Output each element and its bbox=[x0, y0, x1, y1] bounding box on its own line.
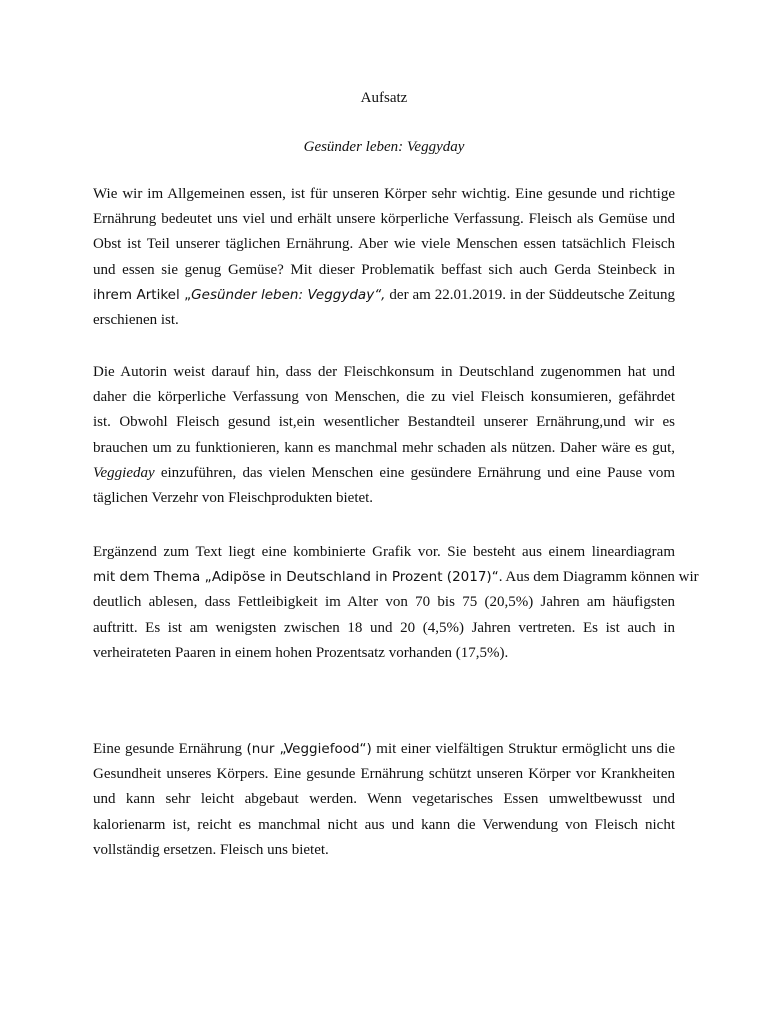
paragraph-line: Ernährung bedeutet uns viel und erhält unsere körperliche Verfassung. Fleisch als Gemüse und bbox=[93, 211, 675, 228]
paragraph-line bbox=[93, 737, 675, 762]
chart-title-reference: „Adipöse in Deutschland in Prozent (2017)“ bbox=[204, 569, 499, 586]
paragraph-line-rest: . Aus dem Diagramm können wir bbox=[498, 569, 699, 586]
paragraph-line-rest: einzuführen, das vielen Menschen eine gesündere Ernährung und eine Pause vom bbox=[154, 464, 675, 481]
paragraph-1 bbox=[93, 182, 675, 333]
paragraph-4 bbox=[93, 737, 675, 863]
paragraph-line: deutlich ablesen, dass Fettleibigkeit im Alter von 70 bis 75 (20,5%) Jahren am häufigsten bbox=[93, 594, 675, 611]
paragraph-line: Gesundheit unseres Körpers. Eine gesunde Ernährung schützt unseren Körper vor Krankheiten bbox=[93, 766, 675, 783]
paragraph-2 bbox=[93, 360, 675, 511]
paragraph-line bbox=[93, 565, 699, 590]
paragraph-line: täglichen Verzehr von Fleischprodukten bietet. bbox=[93, 489, 374, 506]
paragraph-line: verheirateten Paaren in einem hohen Prozentsatz vorhanden (17,5%). bbox=[93, 644, 509, 661]
paragraph-line: und essen sie genug Gemüse? Mit dieser Problematik beffast sich auch Gerda Steinbeck in bbox=[93, 261, 675, 278]
document-subtitle: Gesünder leben: Veggyday bbox=[303, 139, 465, 155]
paragraph-3 bbox=[93, 540, 699, 666]
article-reference-suffix: der am 22.01.2019. in der Süddeutsche Zeitung bbox=[385, 286, 675, 303]
paragraph-line: auftritt. Es ist am wenigsten zwischen 18 und 20 (4,5%) Jahren vertreten. Es ist auch in bbox=[93, 619, 675, 636]
article-reference-prefix: ihrem Artikel „ bbox=[93, 286, 192, 303]
paragraph-line bbox=[93, 461, 675, 486]
paragraph-line: Wie wir im Allgemeinen essen, ist für unseren Körper sehr wichtig. Eine gesunde und richtige bbox=[93, 186, 675, 202]
paragraph-line-start: mit dem Thema bbox=[93, 569, 205, 586]
paragraph-line: Die Autorin weist darauf hin, dass der Fleischkonsum in Deutschland zugenommen hat und bbox=[93, 364, 675, 380]
paragraph-line: Obst ist Teil unserer täglichen Ernährung. Aber wie viele Menschen essen tatsächlich Fleisch bbox=[93, 236, 675, 253]
article-title-reference: Gesünder leben: Veggyday“, bbox=[191, 286, 386, 303]
paragraph-line: daher die körperliche Verfassung von Menschen, die zu viel Fleisch konsumieren, gefährdet bbox=[93, 389, 675, 406]
paragraph-line: vollständig ersetzen. Fleisch uns bietet. bbox=[93, 841, 329, 858]
paragraph-line: ist. Obwohl Fleisch gesund ist,ein wesentlicher Bestandteil unserer Ernährung,und wir es bbox=[93, 414, 675, 431]
paragraph-line: brauchen um zu funktionieren, kann es manchmal mehr schaden als nützen. Daher wäre es gut, bbox=[93, 439, 675, 456]
veggieday-term: Veggieday bbox=[93, 464, 155, 481]
paragraph-line: und kann sehr leicht abgebaut werden. Wenn vegetarisches Essen umweltbewusst und bbox=[93, 791, 675, 808]
paragraph-line-start: Eine gesunde Ernährung bbox=[93, 741, 247, 757]
document-title: Aufsatz bbox=[360, 90, 408, 106]
paragraph-line bbox=[93, 283, 675, 308]
paragraph-line: kalorienarm ist, reicht es manchmal nicht aus und kann die Verwendung von Fleisch nicht bbox=[93, 816, 675, 833]
paragraph-line: erschienen ist. bbox=[93, 311, 179, 328]
veggiefood-reference: (nur „Veggiefood“) bbox=[246, 741, 372, 757]
paragraph-line-rest: mit einer vielfältigen Struktur ermöglicht uns die bbox=[371, 741, 675, 757]
paragraph-line: Ergänzend zum Text liegt eine kombinierte Grafik vor. Sie besteht aus einem lineardiagram bbox=[93, 544, 675, 560]
